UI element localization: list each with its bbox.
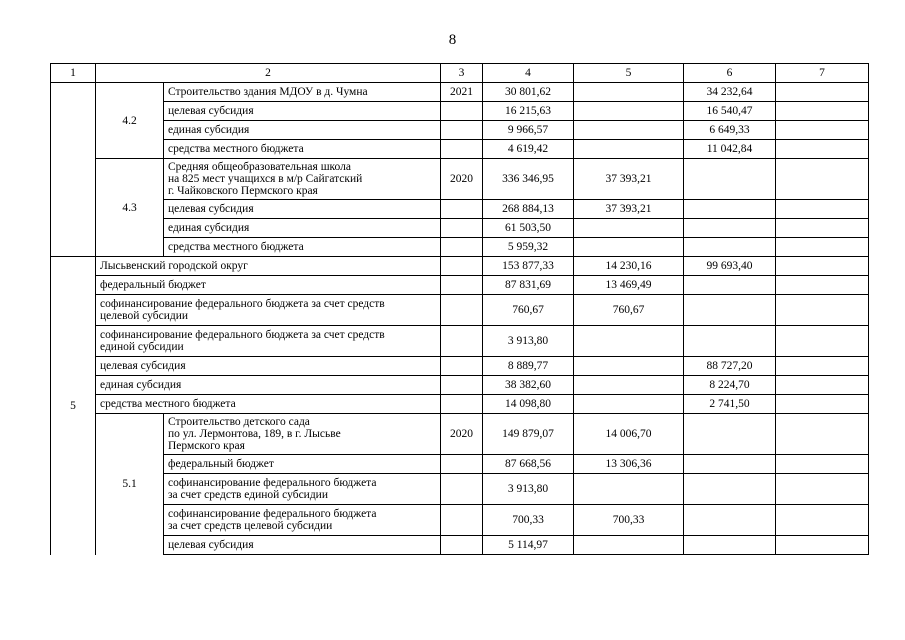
table-row bbox=[51, 200, 869, 219]
item-name-cell: единая субсидия bbox=[164, 121, 441, 140]
item-name-cell: софинансирование федерального бюджета за счет средств единой субсидии bbox=[96, 326, 441, 357]
item-name-cell: средства местного бюджета bbox=[96, 395, 441, 414]
amount-cell bbox=[574, 395, 684, 414]
table-row bbox=[51, 257, 869, 276]
item-name-cell: единая субсидия bbox=[96, 376, 441, 395]
amount-cell: 153 877,33 bbox=[483, 257, 574, 276]
amount-cell bbox=[574, 102, 684, 121]
amount-cell: 3 913,80 bbox=[483, 326, 574, 357]
amount-cell bbox=[776, 295, 869, 326]
amount-cell: 37 393,21 bbox=[574, 200, 684, 219]
item-name-cell: целевая субсидия bbox=[96, 357, 441, 376]
amount-cell: 2 741,50 bbox=[684, 395, 776, 414]
year-cell bbox=[441, 102, 483, 121]
year-cell bbox=[441, 326, 483, 357]
amount-cell bbox=[776, 376, 869, 395]
item-name-cell: целевая субсидия bbox=[164, 536, 441, 555]
amount-cell: 5 114,97 bbox=[483, 536, 574, 555]
table-row bbox=[51, 102, 869, 121]
amount-cell bbox=[776, 159, 869, 200]
amount-cell: 87 831,69 bbox=[483, 276, 574, 295]
item-name-cell: софинансирование федерального бюджета за счет средств целевой субсидии bbox=[164, 505, 441, 536]
table-row bbox=[51, 455, 869, 474]
amount-cell: 268 884,13 bbox=[483, 200, 574, 219]
header-cell: 5 bbox=[574, 64, 684, 83]
year-cell bbox=[441, 295, 483, 326]
amount-cell bbox=[684, 295, 776, 326]
header-cell: 6 bbox=[684, 64, 776, 83]
amount-cell bbox=[776, 257, 869, 276]
item-name-cell: Строительство здания МДОУ в д. Чумна bbox=[164, 83, 441, 102]
amount-cell bbox=[684, 414, 776, 455]
table-body bbox=[51, 64, 869, 555]
table-row bbox=[51, 83, 869, 102]
header-cell: 3 bbox=[441, 64, 483, 83]
year-cell: 2021 bbox=[441, 83, 483, 102]
amount-cell bbox=[574, 238, 684, 257]
year-cell bbox=[441, 505, 483, 536]
item-name-cell: софинансирование федерального бюджета за счет средств единой субсидии bbox=[164, 474, 441, 505]
amount-cell: 13 306,36 bbox=[574, 455, 684, 474]
item-name-cell: федеральный бюджет bbox=[96, 276, 441, 295]
item-name-cell: средства местного бюджета bbox=[164, 140, 441, 159]
header-cell: 1 bbox=[51, 64, 96, 83]
header-cell: 7 bbox=[776, 64, 869, 83]
budget-table bbox=[50, 63, 869, 555]
amount-cell bbox=[574, 474, 684, 505]
amount-cell: 760,67 bbox=[483, 295, 574, 326]
amount-cell: 99 693,40 bbox=[684, 257, 776, 276]
amount-cell bbox=[776, 238, 869, 257]
page-number: 8 bbox=[448, 32, 457, 48]
amount-cell bbox=[776, 276, 869, 295]
header-cell: 2 bbox=[96, 64, 441, 83]
amount-cell bbox=[684, 455, 776, 474]
amount-cell bbox=[776, 121, 869, 140]
amount-cell: 14 230,16 bbox=[574, 257, 684, 276]
amount-cell bbox=[776, 414, 869, 455]
amount-cell: 88 727,20 bbox=[684, 357, 776, 376]
table-row bbox=[51, 536, 869, 555]
amount-cell: 87 668,56 bbox=[483, 455, 574, 474]
amount-cell: 700,33 bbox=[574, 505, 684, 536]
amount-cell bbox=[684, 219, 776, 238]
amount-cell: 760,67 bbox=[574, 295, 684, 326]
amount-cell bbox=[684, 505, 776, 536]
table-row bbox=[51, 474, 869, 505]
amount-cell bbox=[776, 140, 869, 159]
amount-cell: 13 469,49 bbox=[574, 276, 684, 295]
table-row bbox=[51, 395, 869, 414]
amount-cell bbox=[574, 376, 684, 395]
item-name-cell: целевая субсидия bbox=[164, 200, 441, 219]
subsection-number-cell: 4.3 bbox=[96, 159, 164, 257]
amount-cell bbox=[776, 200, 869, 219]
year-cell bbox=[441, 140, 483, 159]
amount-cell bbox=[574, 140, 684, 159]
table-row bbox=[51, 326, 869, 357]
table-row bbox=[51, 357, 869, 376]
item-name-cell: целевая субсидия bbox=[164, 102, 441, 121]
header-cell: 4 bbox=[483, 64, 574, 83]
amount-cell bbox=[574, 219, 684, 238]
item-name-cell: софинансирование федерального бюджета за счет средств целевой субсидии bbox=[96, 295, 441, 326]
amount-cell bbox=[684, 238, 776, 257]
subsection-number-cell: 5.1 bbox=[96, 414, 164, 555]
year-cell bbox=[441, 474, 483, 505]
amount-cell: 8 889,77 bbox=[483, 357, 574, 376]
amount-cell: 34 232,64 bbox=[684, 83, 776, 102]
subsection-number-cell: 4.2 bbox=[96, 83, 164, 159]
amount-cell bbox=[574, 357, 684, 376]
table-row bbox=[51, 505, 869, 536]
amount-cell bbox=[776, 455, 869, 474]
amount-cell bbox=[776, 536, 869, 555]
amount-cell: 61 503,50 bbox=[483, 219, 574, 238]
year-cell bbox=[441, 238, 483, 257]
item-name-cell: Строительство детского сада по ул. Лермонтова, 189, в г. Лысьве Пермского края bbox=[164, 414, 441, 455]
amount-cell bbox=[776, 326, 869, 357]
amount-cell bbox=[776, 102, 869, 121]
table-row bbox=[51, 295, 869, 326]
amount-cell: 5 959,32 bbox=[483, 238, 574, 257]
amount-cell: 37 393,21 bbox=[574, 159, 684, 200]
amount-cell bbox=[574, 121, 684, 140]
year-cell bbox=[441, 536, 483, 555]
table-row bbox=[51, 238, 869, 257]
amount-cell: 30 801,62 bbox=[483, 83, 574, 102]
amount-cell bbox=[684, 200, 776, 219]
amount-cell: 8 224,70 bbox=[684, 376, 776, 395]
amount-cell bbox=[776, 357, 869, 376]
year-cell bbox=[441, 376, 483, 395]
year-cell bbox=[441, 455, 483, 474]
amount-cell bbox=[574, 83, 684, 102]
table-row bbox=[51, 140, 869, 159]
amount-cell: 14 006,70 bbox=[574, 414, 684, 455]
amount-cell bbox=[684, 159, 776, 200]
table-row bbox=[51, 414, 869, 455]
table-row bbox=[51, 219, 869, 238]
year-cell bbox=[441, 276, 483, 295]
year-cell bbox=[441, 219, 483, 238]
table-row bbox=[51, 159, 869, 200]
amount-cell: 16 540,47 bbox=[684, 102, 776, 121]
year-cell bbox=[441, 357, 483, 376]
year-cell: 2020 bbox=[441, 414, 483, 455]
item-name-cell: средства местного бюджета bbox=[164, 238, 441, 257]
amount-cell: 3 913,80 bbox=[483, 474, 574, 505]
year-cell bbox=[441, 395, 483, 414]
amount-cell bbox=[776, 219, 869, 238]
year-cell bbox=[441, 121, 483, 140]
header-row bbox=[51, 64, 869, 83]
year-cell: 2020 bbox=[441, 159, 483, 200]
amount-cell: 9 966,57 bbox=[483, 121, 574, 140]
amount-cell bbox=[776, 395, 869, 414]
item-name-cell: Средняя общеобразовательная школа на 825 мест учащихся в м/р Сайгатский г. Чайковского Пермского края bbox=[164, 159, 441, 200]
amount-cell bbox=[776, 474, 869, 505]
item-name-cell: Лысьвенский городской округ bbox=[96, 257, 441, 276]
amount-cell bbox=[574, 326, 684, 357]
table-row bbox=[51, 121, 869, 140]
year-cell bbox=[441, 200, 483, 219]
amount-cell: 700,33 bbox=[483, 505, 574, 536]
amount-cell: 4 619,42 bbox=[483, 140, 574, 159]
item-name-cell: федеральный бюджет bbox=[164, 455, 441, 474]
section-number-cell bbox=[51, 83, 96, 257]
amount-cell: 6 649,33 bbox=[684, 121, 776, 140]
amount-cell bbox=[684, 474, 776, 505]
table-row bbox=[51, 276, 869, 295]
amount-cell bbox=[684, 536, 776, 555]
amount-cell: 11 042,84 bbox=[684, 140, 776, 159]
amount-cell: 38 382,60 bbox=[483, 376, 574, 395]
amount-cell: 336 346,95 bbox=[483, 159, 574, 200]
amount-cell bbox=[776, 83, 869, 102]
amount-cell: 149 879,07 bbox=[483, 414, 574, 455]
amount-cell bbox=[684, 276, 776, 295]
amount-cell bbox=[776, 505, 869, 536]
amount-cell: 16 215,63 bbox=[483, 102, 574, 121]
amount-cell bbox=[684, 326, 776, 357]
year-cell bbox=[441, 257, 483, 276]
item-name-cell: единая субсидия bbox=[164, 219, 441, 238]
amount-cell bbox=[574, 536, 684, 555]
amount-cell: 14 098,80 bbox=[483, 395, 574, 414]
table-row bbox=[51, 376, 869, 395]
section-number-cell: 5 bbox=[51, 257, 96, 555]
